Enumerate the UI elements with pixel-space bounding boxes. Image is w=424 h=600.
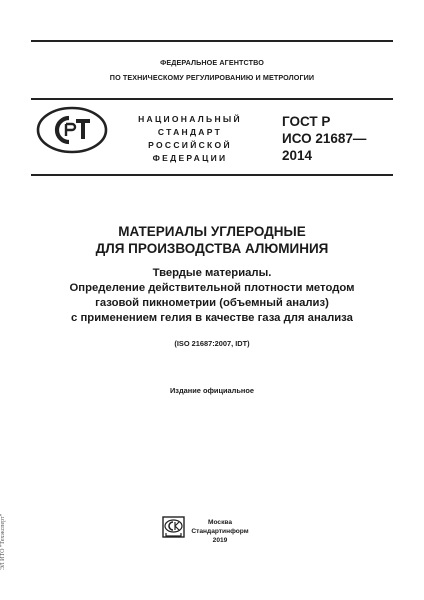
document-number-line3: 2014 [282,148,313,163]
standard-type-line2: СТАНДАРТ [157,127,223,137]
publisher-logo-text: СИ [173,537,175,538]
agency-name-line1: ФЕДЕРАЛЬНОЕ АГЕНТСТВО [160,58,264,67]
side-watermark: ЭЛ ИТО "Техэксперт" [0,513,6,570]
document-subtitle-line1: Твердые материалы. [152,267,272,279]
standard-type-line4: ФЕДЕРАЦИИ [152,153,228,163]
document-number-line1: ГОСТ Р [282,114,331,129]
iso-reference: (ISO 21687:2007, IDT) [174,339,250,348]
standard-type [120,113,260,165]
gost-r-logo-icon [36,106,108,154]
publisher-city: Москва [207,519,233,526]
document-title [31,223,393,257]
document-subtitle-line2: Определение действительной плотности методом [69,282,355,294]
document-subtitle [31,266,393,326]
document-subtitle-line3: газовой пикнометрии (объемный анализ) [95,297,329,309]
publisher-name: Стандартинформ [191,528,249,535]
agency-name-line2: ПО ТЕХНИЧЕСКОМУ РЕГУЛИРОВАНИЮ И МЕТРОЛОГИИ [109,73,315,82]
standard-type-line1: НАЦИОНАЛЬНЫЙ [138,114,242,124]
document-number-line2: ИСО 21687— [282,131,367,146]
document-subtitle-line4: с применением гелия в качестве газа для анализа [71,312,353,324]
edition-note: Издание официальное [169,386,254,395]
document-title-line1: МАТЕРИАЛЫ УГЛЕРОДНЫЕ [118,224,306,239]
gost-logo-text: РСТ [72,153,74,154]
publisher-year: 2019 [212,537,228,544]
document-title-line2: ДЛЯ ПРОИЗВОДСТВА АЛЮМИНИЯ [95,241,329,256]
standartinform-logo-icon [162,516,185,538]
header-rule [31,98,393,100]
divider-rule [31,174,393,176]
top-rule [31,40,393,42]
standard-type-line3: РОССИЙСКОЙ [148,140,232,150]
publisher-info [190,518,250,545]
document-number [282,113,366,164]
